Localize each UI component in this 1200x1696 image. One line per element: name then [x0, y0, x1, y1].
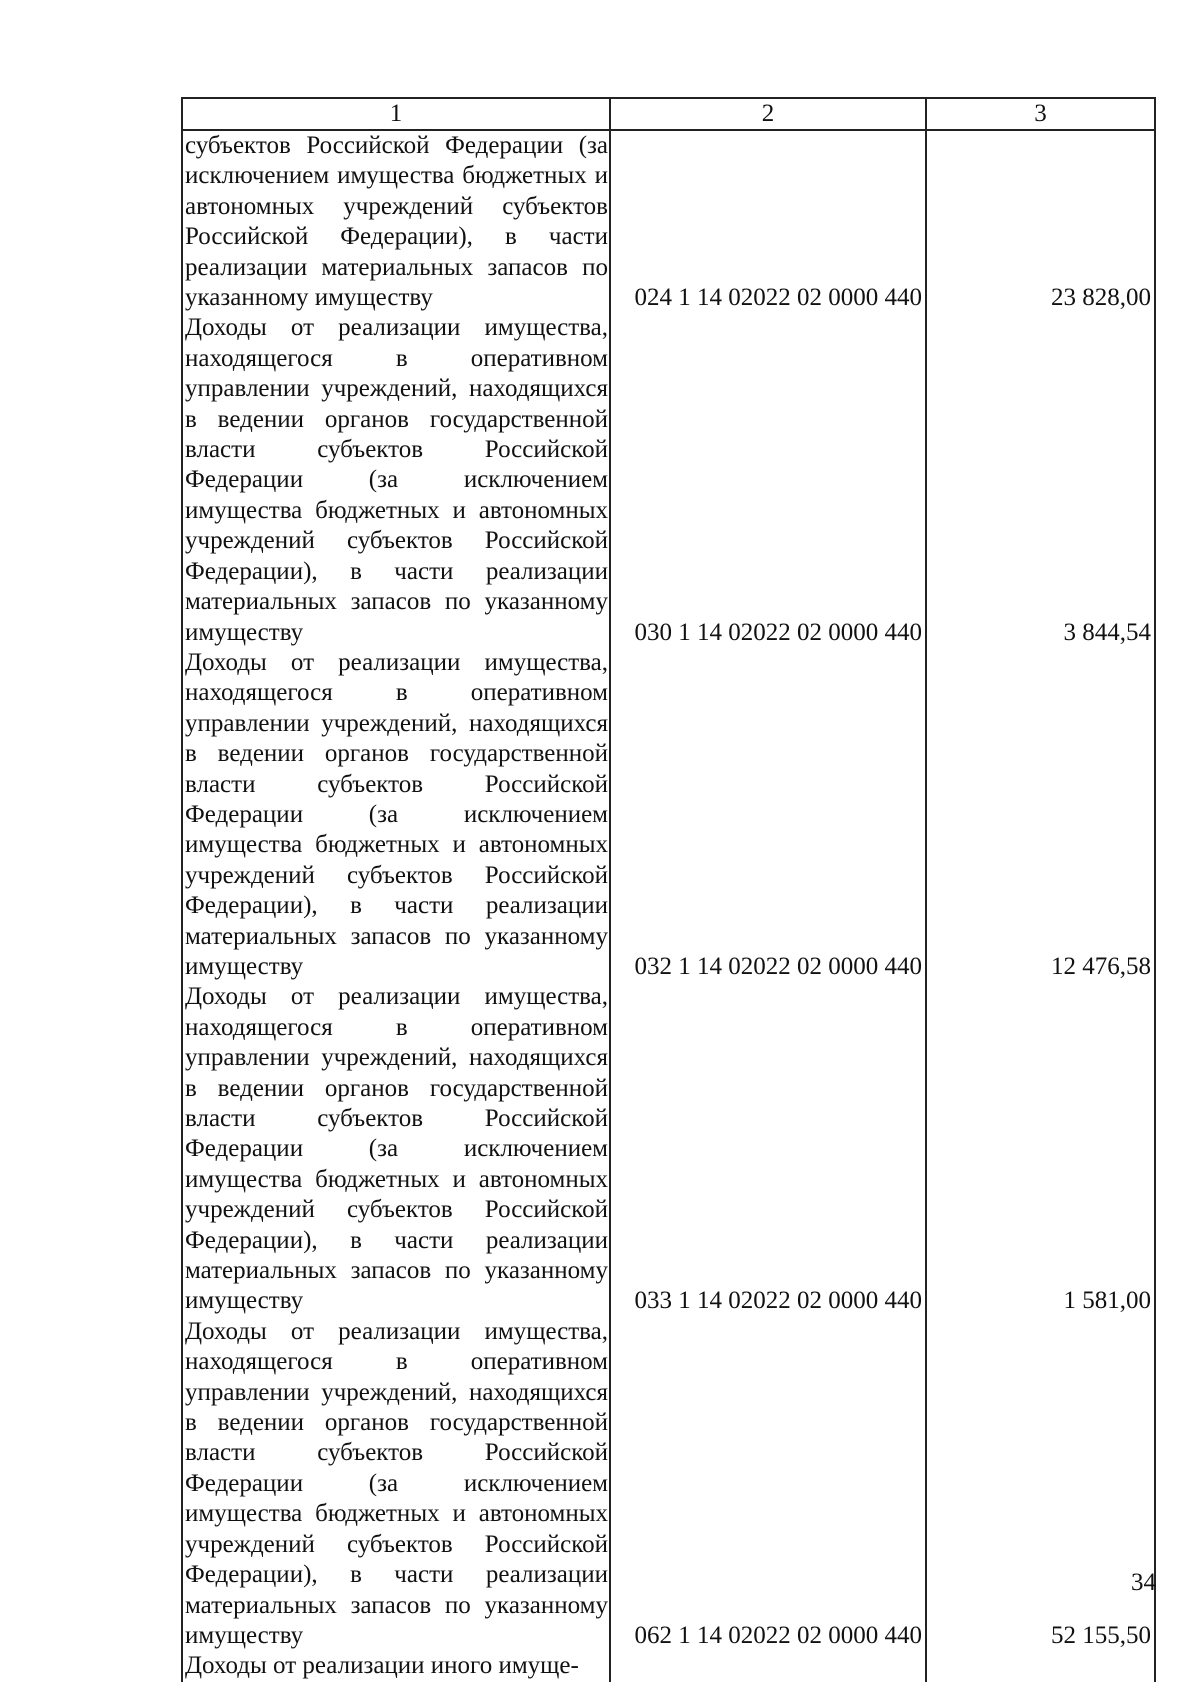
column-header-2: 2 [610, 98, 926, 130]
row-description: субъектов Российской Федерации (за исключением имущества бюджетных и автономных учреждений субъектов Российской Федерации), в части реализации материальных запасов по указанному имуществу [182, 130, 610, 313]
row-amount: 12 476,58 [926, 648, 1155, 982]
row-code: 033 1 14 02022 02 0000 440 [610, 982, 926, 1316]
row-amount: 1 581,00 [926, 982, 1155, 1316]
table-row [182, 130, 1155, 313]
table-row [182, 1317, 1155, 1651]
table-header [182, 98, 1155, 130]
row-code: 062 1 14 02022 02 0000 440 [610, 1317, 926, 1651]
column-header-3: 3 [926, 98, 1155, 130]
table-row [182, 313, 1155, 647]
row-amount: 23 828,00 [926, 130, 1155, 313]
row-code [610, 1651, 926, 1681]
row-description: Доходы от реализации иного имуще- [182, 1651, 610, 1681]
row-code: 030 1 14 02022 02 0000 440 [610, 313, 926, 647]
table-body [182, 130, 1155, 1682]
row-amount: 52 155,50 [926, 1317, 1155, 1651]
table-row [182, 648, 1155, 982]
row-description: Доходы от реализации имущества, находящегося в оперативном управлении учреждений, находящихся в ведении органов государственной власти субъектов Российской Федерации (за исключением имущества бюджетных и автономных учреждений субъектов Российской Федерации), в части реализации материальных запасов по указанному имуществу [182, 982, 610, 1316]
page-number: 34 [1131, 1569, 1156, 1596]
column-header-1: 1 [182, 98, 610, 130]
row-description: Доходы от реализации имущества, находящегося в оперативном управлении учреждений, находящихся в ведении органов государственной власти субъектов Российской Федерации (за исключением имущества бюджетных и автономных учреждений субъектов Российской Федерации), в части реализации материальных запасов по указанному имуществу [182, 1317, 610, 1651]
header-row [182, 98, 1155, 130]
table-row [182, 1651, 1155, 1681]
revenue-table [181, 97, 1156, 1682]
row-code: 032 1 14 02022 02 0000 440 [610, 648, 926, 982]
row-amount [926, 1651, 1155, 1681]
row-code: 024 1 14 02022 02 0000 440 [610, 130, 926, 313]
row-amount: 3 844,54 [926, 313, 1155, 647]
row-description: Доходы от реализации имущества, находящегося в оперативном управлении учреждений, находящихся в ведении органов государственной власти субъектов Российской Федерации (за исключением имущества бюджетных и автономных учреждений субъектов Российской Федерации), в части реализации материальных запасов по указанному имуществу [182, 313, 610, 647]
table-row [182, 982, 1155, 1316]
row-description: Доходы от реализации имущества, находящегося в оперативном управлении учреждений, находящихся в ведении органов государственной власти субъектов Российской Федерации (за исключением имущества бюджетных и автономных учреждений субъектов Российской Федерации), в части реализации материальных запасов по указанному имуществу [182, 648, 610, 982]
